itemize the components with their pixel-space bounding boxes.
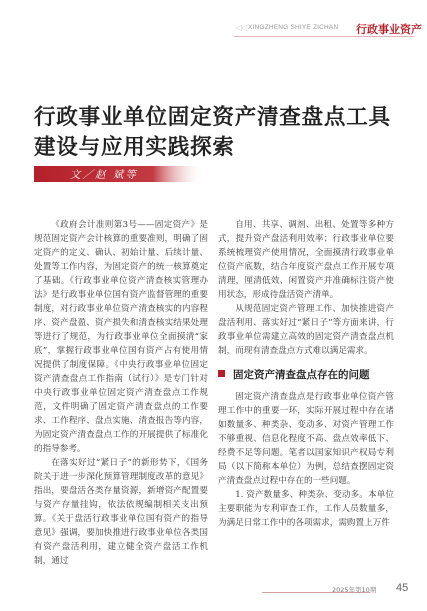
- header-category: 行政事业资产: [356, 23, 422, 36]
- body-paragraph: 《政府会计准则第3号——固定资产》是规范固定资产会计核算的重要准则，明确了固定资产的定义、确认、初始计量、后续计量、处置等工作内容，为固定资产的统一核算奠定了基础。《行政事业单位资产清查核实管理办法》是行政事业单位国有资产监督管理的重要制度，对行政事业单位资产清查核实的内容程序、资产盘盈、资产损失和清查核实结果处理等进行了规范，为行政事业单位全面摸清“家底”，掌握行政事业单位国有资产占有使用情况提供了制度保障。《中央行政事业单位固定资产清查盘点工作指南（试行）》是专门针对中央行政事业单位固定资产清查盘点工作规范，文件明确了固定资产清查盘点的工作要求、工作程序、盘点实施、清查报告等内容，为固定资产清查盘点工作的开展提供了标准化的指导参考。: [34, 220, 208, 454]
- body-paragraph: 固定资产清查盘点是行政事业单位资产管理工作中的重要一环，实际开展过程中存在诸如数量多、种类杂、变动多、对资产管理工作不够重视、信息化程度不高、盘点效率低下、经费不足等问题。笔者以国家知识产权局专利局（以下简称本单位）为例，总结查摆固定资产清查盘点过程中存在的一些问题。: [218, 392, 394, 486]
- article-author: 文／赵 斌等: [70, 169, 138, 181]
- body-paragraph: 自用、共享、调剂、出租、处置等多种方式，提升资产盘活利用效率；行政事业单位要系统梳理资产使用情况，全面摸清行政事业单位资产底数，结合年度资产盘点工作开展专项清理，厘清低效、闲置资产并准确标注资产使用状态，形成待盘活资产清单。: [218, 220, 394, 300]
- body-paragraph: 1. 资产数量多、种类杂、变动多。本单位主要职能为专利审查工作，工作人员数量多，为满足日常工作中的各项需求，需购置上万件: [218, 490, 394, 528]
- article-title-line-2: 建设与应用实践探索: [34, 135, 235, 160]
- header-pinyin: XINGZHENG SHIYE ZICHAN: [248, 24, 339, 31]
- body-column-right: [218, 218, 394, 530]
- article-title-line-1: 行政事业单位固定资产清查盘点工具: [34, 105, 391, 130]
- body-column-left: [34, 218, 208, 568]
- header-rule: [234, 36, 414, 37]
- section-square-icon: [218, 370, 225, 377]
- header-arrow-icon: ◁◁: [236, 23, 247, 32]
- page-number: 45: [396, 582, 409, 594]
- author-bar: [34, 166, 204, 182]
- section-heading: [218, 368, 394, 382]
- section-heading-text: 固定资产清查盘点存在的问题: [233, 369, 370, 381]
- body-paragraph: 从规范固定资产管理工作、加快推进资产盘活利用、落实好过“紧日子”等方面来讲，行政事业单位需建立高效的固定资产清查盘点机制，而现有清查盘点方式难以满足需求。: [218, 304, 394, 356]
- body-paragraph: 在落实好过“紧日子”的新形势下，《国务院关于进一步深化预算管理制度改革的意见》指出，要盘活各类存量资源，新增资产配置要与资产存量挂钩，依法依规编制相关支出预算。《关于盘活行政事业单位国有资产的指导意见》强调，要加快推进行政事业单位各类国有资产盘活利用，建立健全资产盘活工作机制，通过: [34, 458, 208, 566]
- footer-issue: 2025年第10期: [332, 586, 377, 594]
